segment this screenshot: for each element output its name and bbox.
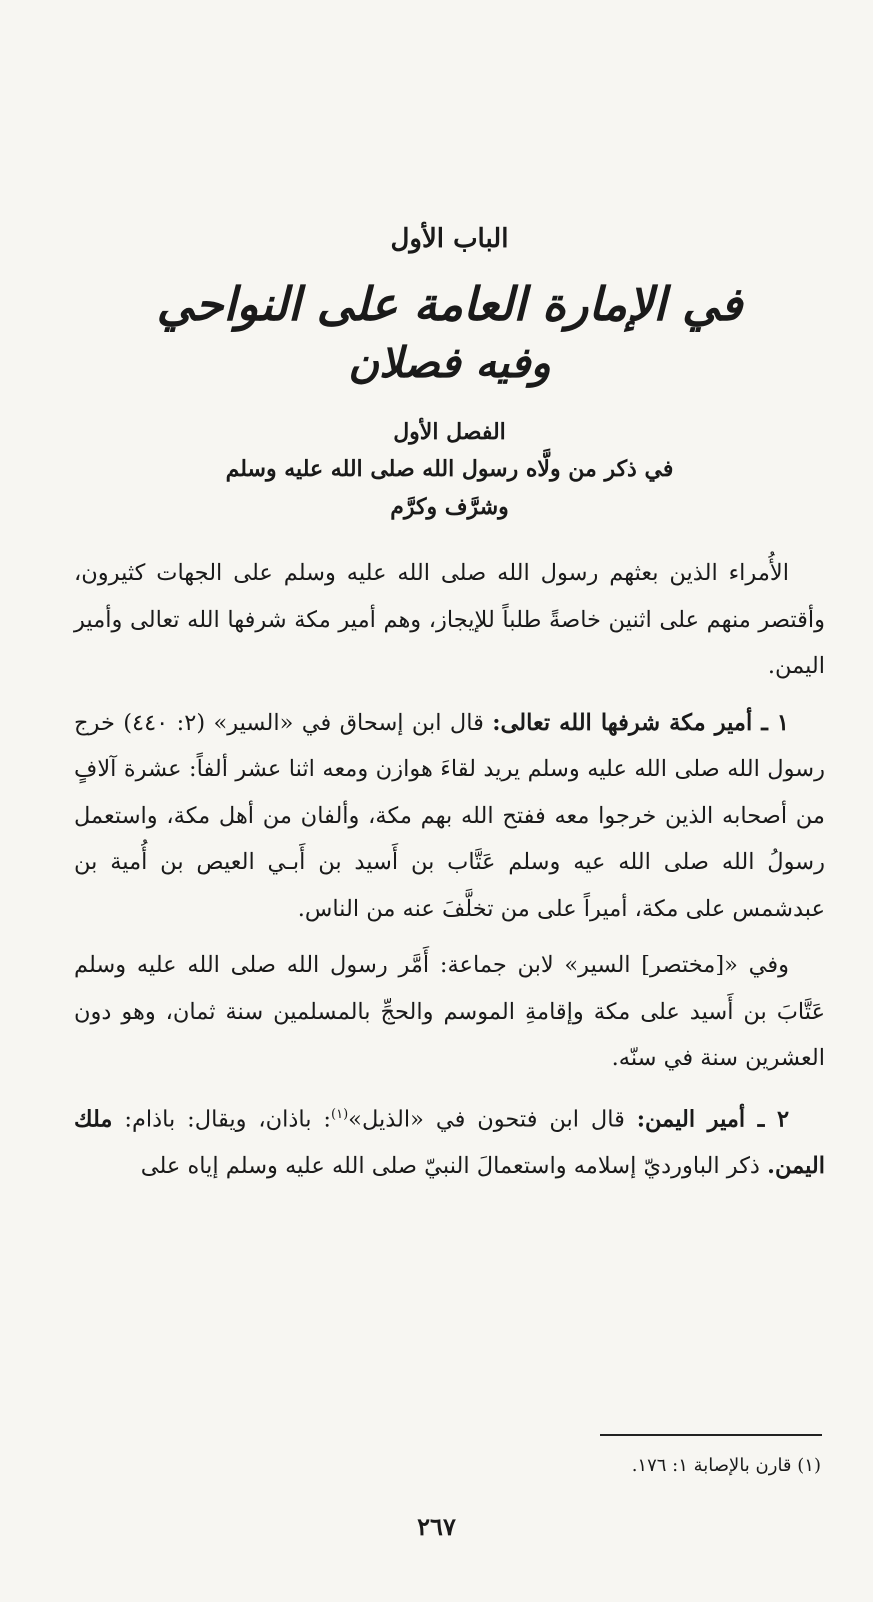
mukhtasar-paragraph <box>74 942 825 1082</box>
footnote-divider <box>600 1434 822 1436</box>
book-page <box>0 222 873 1602</box>
yemen-text-3: ذكر الباورديّ إسلامه واستعمالَ النبيّ صلى الله عليه وسلم إياه على <box>140 1152 760 1179</box>
page-number: ٢٦٧ <box>417 1512 456 1541</box>
yemen-text-1: قال ابن فتحون في «الذيل» <box>348 1106 625 1132</box>
intro-paragraph <box>74 550 825 690</box>
mecca-heading: ١ ـ أمير مكة شرفها الله تعالى: <box>492 709 790 736</box>
footnote: (١) قارن بالإصابة ١: ١٧٦. <box>631 1455 821 1476</box>
section-label: الفصل الأول <box>393 419 506 445</box>
mecca-paragraph <box>74 700 825 933</box>
chapter-subtitle: وفيه فصلان <box>348 338 551 387</box>
chapter-label: الباب الأول <box>390 224 509 254</box>
yemen-heading: ٢ ـ أمير اليمن: <box>636 1106 790 1132</box>
intro-text: الأُمراء الذين بعثهم رسول الله صلى الله عليه وسلم على الجهات كثيرون، وأقتصر منهم على اثنين خاصةً طلباً للإيجاز، وهم أمير مكة شرفها الله تعالى وأمير اليمن. <box>74 560 825 679</box>
yemen-text-2: : باذان، ويقال: باذام: <box>124 1106 332 1132</box>
yemen-king: ملك اليمن. <box>74 1106 825 1179</box>
yemen-paragraph <box>74 1092 825 1190</box>
headings-block <box>74 222 825 526</box>
mukhtasar-text: وفي «[مختصر] السير» لابن جماعة: أَمَّر رسول الله صلى الله عليه وسلم عَتَّابَ بن أَسيد على مكة وإقامةِ الموسم والحجِّ بالمسلمين سنة ثمان، وهو دون العشرين سنة في سنّه. <box>74 952 825 1071</box>
chapter-title: في الإمارة العامة على النواحي <box>156 277 743 331</box>
footnote-ref: (١) <box>331 1106 349 1122</box>
body-text <box>74 550 825 1189</box>
section-title-line1: في ذكر من ولَّاه رسول الله صلى الله عليه وسلم <box>225 456 674 482</box>
section-title-line2: وشرَّف وكرَّم <box>390 494 509 520</box>
mecca-text: قال ابن إسحاق في «السير» (٢: ٤٤٠) خرج رسول الله صلى الله عليه وسلم يريد لقاءَ هوازن ومعه اثنا عشر ألفاً: عشرة آلافٍ من أصحابه الذين خرجوا معه ففتح الله بهم مكة، وألفان من أهل مكة، واستعمل رسولُ الله صلى الله عيه وسلم عَتَّاب بن أَسيد بن أَبـي العيص بن أُمية بن عبدشمس على مكة، أميراً على من تخلَّفَ عنه من الناس. <box>74 709 825 922</box>
